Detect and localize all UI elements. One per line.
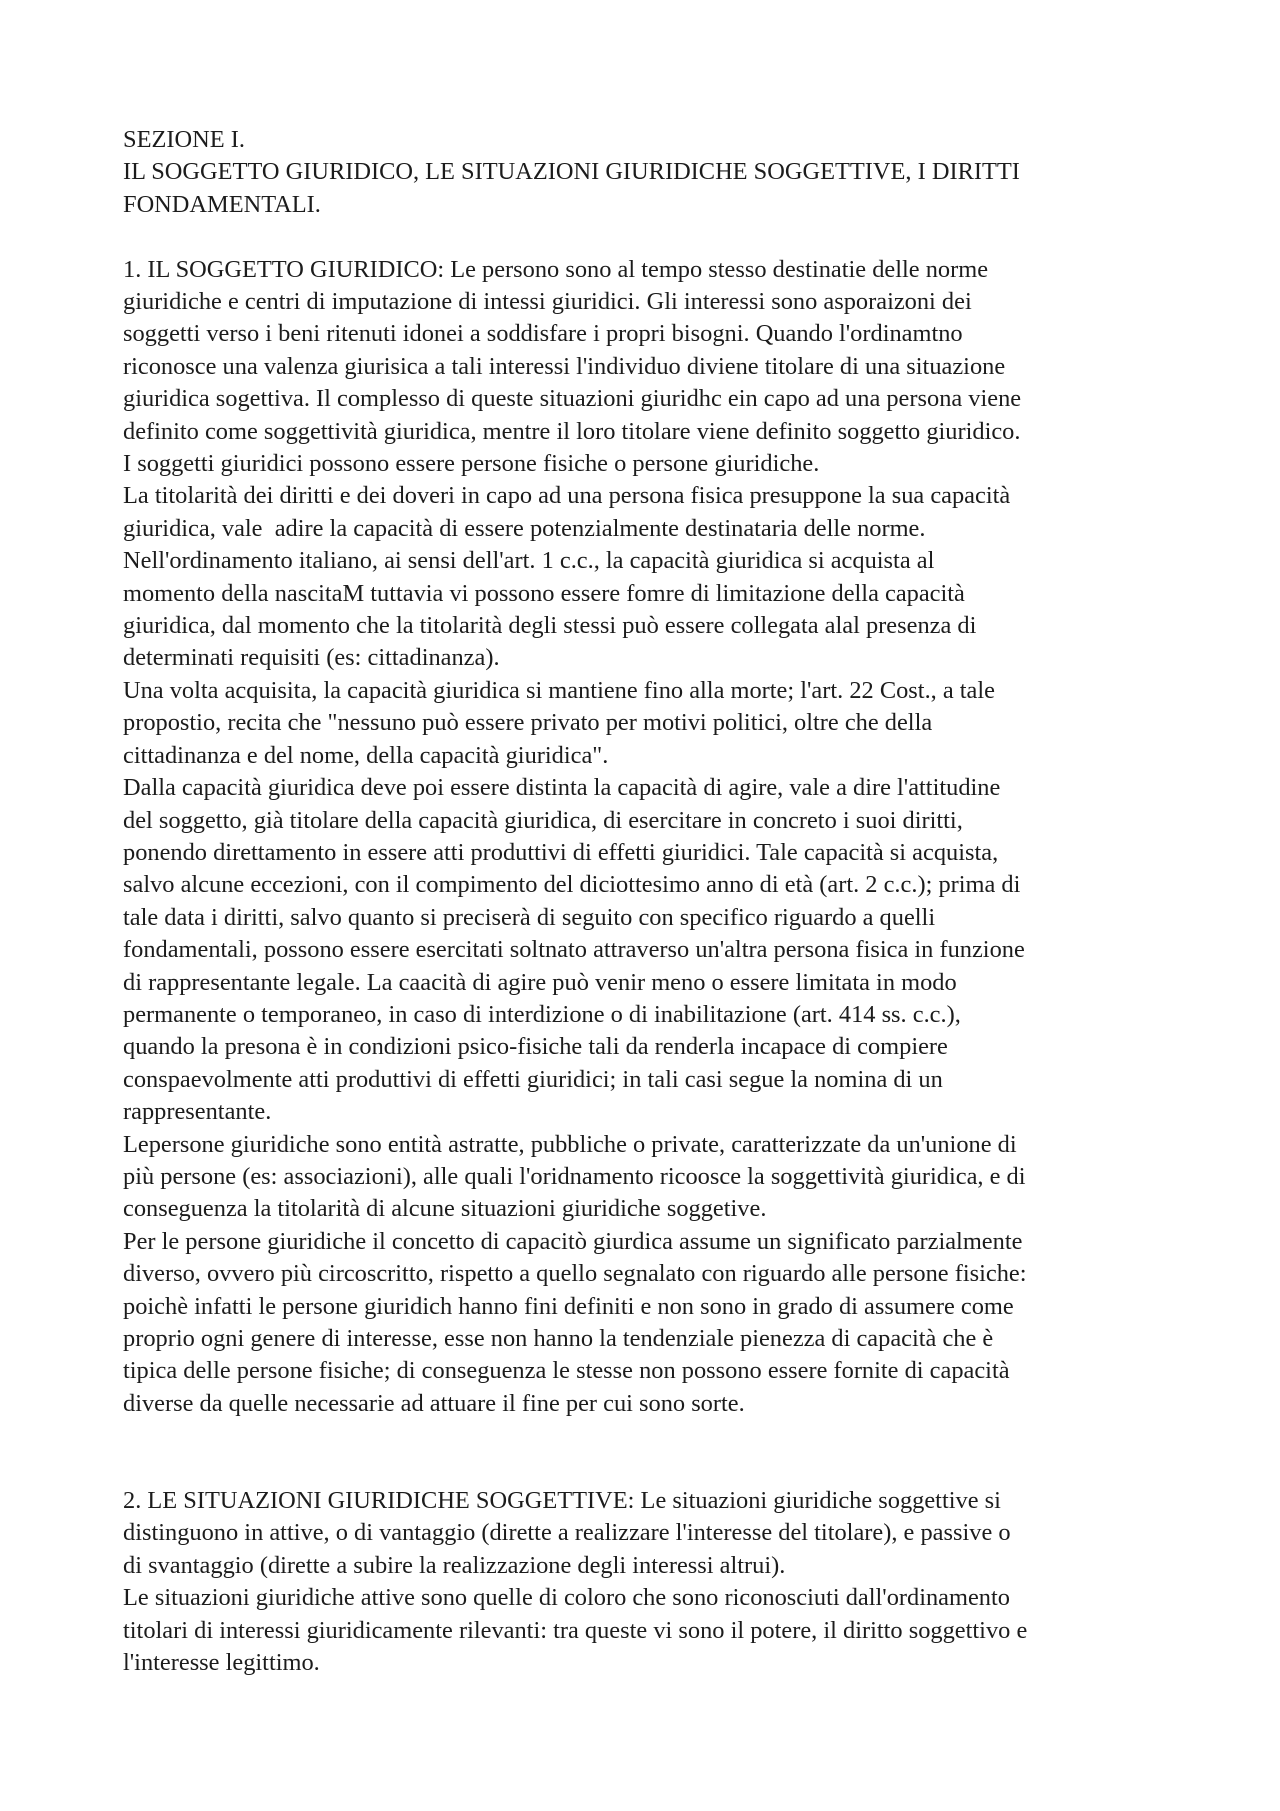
paragraph-line: cittadinanza e del nome, della capacità giuridica".: [123, 741, 609, 769]
paragraph-line: 2. LE SITUAZIONI GIURIDICHE SOGGETTIVE: Le situazioni giuridiche soggettive si: [123, 1487, 1001, 1515]
paragraph-line: proprio ogni genere di interesse, esse non hanno la tendenziale pienezza di capacità che è: [123, 1325, 994, 1353]
paragraph-line: Dalla capacità giuridica deve poi essere distinta la capacità di agire, vale a dire l'attitudine: [123, 774, 1001, 802]
paragraph-line: determinati requisiti (es: cittadinanza).: [123, 644, 500, 672]
paragraph-line: di rappresentante legale. La caacità di agire può venir meno o essere limitata in modo: [123, 968, 957, 996]
paragraph-line: salvo alcune eccezioni, con il compimento del diciottesimo anno di età (art. 2 c.c.); prima di: [123, 871, 1021, 899]
paragraph-line: Nell'ordinamento italiano, ai sensi dell'art. 1 c.c., la capacità giuridica si acquista al: [123, 547, 935, 575]
paragraph-line: propostio, recita che "nessuno può essere privato per motivi politici, oltre che della: [123, 709, 933, 737]
paragraph-line: distinguono in attive, o di vantaggio (dirette a realizzare l'interesse del titolare), e passive o: [123, 1519, 1011, 1547]
paragraph-line: giuridica, dal momento che la titolarità degli stessi può essere collegata alal presenza di: [123, 612, 977, 640]
paragraph-line: 1. IL SOGGETTO GIURIDICO: Le persono sono al tempo stesso destinatie delle norme: [123, 255, 989, 283]
paragraph-line: permanente o temporaneo, in caso di interdizione o di inabilitazione (art. 414 ss. c.c.),: [123, 1000, 961, 1028]
paragraph-line: Lepersone giuridiche sono entità astratte, pubbliche o private, caratterizzate da un'unione di: [123, 1130, 1017, 1158]
paragraph-line: Le situazioni giuridiche attive sono quelle di coloro che sono riconosciuti dall'ordinamento: [123, 1584, 1010, 1612]
paragraph-line: giuridica sogettiva. Il complesso di queste situazioni giuridhc ein capo ad una persona viene: [123, 385, 1022, 413]
paragraph-line: giuridica, vale adire la capacità di essere potenzialmente destinataria delle norme.: [123, 514, 926, 542]
paragraph-line: giuridiche e centri di imputazione di intessi giuridici. Gli interessi sono asporaizoni dei: [123, 288, 972, 316]
paragraph-line: quando la presona è in condizioni psico-fisiche tali da renderla incapace di compiere: [123, 1033, 948, 1061]
paragraph-line: momento della nascitaM tuttavia vi possono essere fomre di limitazione della capacità: [123, 579, 965, 607]
paragraph-line: diverse da quelle necessarie ad attuare il fine per cui sono sorte.: [123, 1389, 745, 1417]
paragraph-line: Per le persone giuridiche il concetto di capacitò giurdica assume un significato parzialmente: [123, 1227, 1023, 1255]
paragraph-line: del soggetto, già titolare della capacità giuridica, di esercitare in concreto i suoi diritti,: [123, 806, 963, 834]
paragraph-line: riconosce una valenza giurisica a tali interessi l'individuo diviene titolare di una situazione: [123, 352, 1006, 380]
paragraph-line: l'interesse legittimo.: [123, 1649, 320, 1677]
section-situazioni-giuridiche: [123, 1485, 1168, 1679]
spacer: [123, 221, 1168, 253]
title-line: IL SOGGETTO GIURIDICO, LE SITUAZIONI GIURIDICHE SOGGETTIVE, I DIRITTI: [123, 158, 1020, 186]
title-line: FONDAMENTALI.: [123, 190, 321, 218]
section-label: SEZIONE I.: [123, 126, 245, 153]
paragraph-line: titolari di interessi giuridicamente rilevanti: tra queste vi sono il potere, il diritto soggettivo e: [123, 1616, 1028, 1644]
document-body: [123, 124, 1168, 1679]
spacer: [123, 1420, 1168, 1485]
paragraph-line: fondamentali, possono essere esercitati soltnato attraverso un'altra persona fisica in funzione: [123, 936, 1025, 964]
paragraph-line: rappresentante.: [123, 1098, 272, 1126]
paragraph-line: definito come soggettività giuridica, mentre il loro titolare viene definito soggetto giuridico.: [123, 417, 1021, 445]
paragraph-line: tipica delle persone fisiche; di conseguenza le stesse non possono essere fornite di capacità: [123, 1357, 1010, 1385]
section-soggetto-giuridico: [123, 254, 1168, 1421]
paragraph-line: Una volta acquisita, la capacità giuridica si mantiene fino alla morte; l'art. 22 Cost., a tale: [123, 676, 995, 704]
paragraph-line: I soggetti giuridici possono essere persone fisiche o persone giuridiche.: [123, 450, 820, 478]
paragraph-line: La titolarità dei diritti e dei doveri in capo ad una persona fisica presuppone la sua capacità: [123, 482, 1011, 510]
paragraph-line: conseguenza la titolarità di alcune situazioni giuridiche soggetive.: [123, 1195, 767, 1223]
paragraph-line: poichè infatti le persone giuridich hanno fini definiti e non sono in grado di assumere come: [123, 1292, 1014, 1320]
paragraph-line: diverso, ovvero più circoscritto, rispetto a quello segnalato con riguardo alle persone fisiche:: [123, 1260, 1027, 1288]
document-title: [123, 156, 1168, 221]
paragraph-line: tale data i diritti, salvo quanto si preciserà di seguito con specifico riguardo a quelli: [123, 903, 936, 931]
paragraph-line: più persone (es: associazioni), alle quali l'oridnamento ricoosce la soggettività giuridica, e di: [123, 1162, 1026, 1190]
paragraph-line: conspaevolmente atti produttivi di effetti giuridici; in tali casi segue la nomina di un: [123, 1065, 943, 1093]
paragraph-line: soggetti verso i beni ritenuti idonei a soddisfare i propri bisogni. Quando l'ordinamtno: [123, 320, 963, 348]
paragraph-line: di svantaggio (dirette a subire la realizzazione degli interessi altrui).: [123, 1551, 786, 1579]
paragraph-line: ponendo direttamento in essere atti produttivi di effetti giuridici. Tale capacità si acquista,: [123, 838, 999, 866]
